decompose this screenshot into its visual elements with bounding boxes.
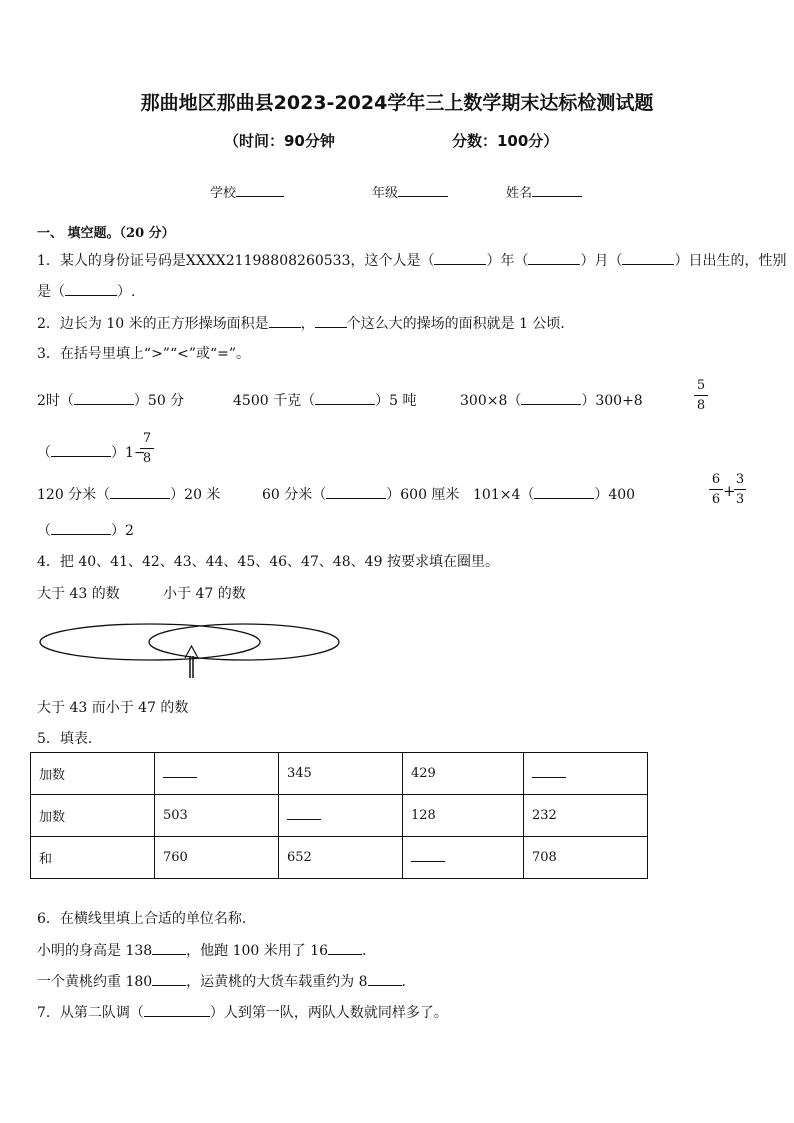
question-3: 3．在括号里填上“>”“<”或“=”。 <box>37 346 251 362</box>
table-row <box>31 795 648 837</box>
q3-item-6 <box>262 484 459 504</box>
q3-item-5-left: 120 分米（ <box>37 487 111 503</box>
venn-diagram <box>30 612 350 682</box>
q6-l2-text-c: ． <box>401 974 416 990</box>
q3-item-8 <box>37 520 134 540</box>
q3-item-5-blank[interactable] <box>110 484 170 499</box>
addition-table <box>30 752 648 879</box>
table-cell: 128 <box>403 795 524 837</box>
table-cell: 652 <box>279 837 403 879</box>
table-row <box>31 837 648 879</box>
section-heading: 一、 填空题。（20 分） <box>37 226 175 241</box>
table-cell: 760 <box>155 837 279 879</box>
grade-field[interactable] <box>372 182 448 201</box>
q2-count-blank[interactable] <box>315 313 347 328</box>
label-less-than-47: 小于 47 的数 <box>163 586 246 602</box>
q6-l1-text-a: 小明的身高是 138 <box>37 943 153 959</box>
q1-text-d: ）日出生的，性别 <box>674 253 787 269</box>
table-row <box>31 753 648 795</box>
q3-item-2-blank[interactable] <box>315 390 375 405</box>
name-label: 姓名 <box>506 186 533 201</box>
answer-blank[interactable] <box>287 807 321 820</box>
q3-item-3-left: 300×8（ <box>460 393 522 409</box>
table-cell: 429 <box>403 753 524 795</box>
q7-text-b: ）人到第一队，两队人数就同样多了。 <box>209 1005 448 1021</box>
answer-blank[interactable] <box>532 765 566 778</box>
q3-item-2-left: 4500 千克（ <box>233 393 316 409</box>
q1-year-blank[interactable] <box>434 250 486 265</box>
total-score: 分数：100分） <box>452 132 559 150</box>
table-cell: 和 <box>31 837 155 879</box>
table-cell[interactable] <box>524 753 648 795</box>
page-title: 那曲地区那曲县2023-2024学年三上数学期末达标检测试题 <box>140 92 654 114</box>
q1-month-blank[interactable] <box>528 250 580 265</box>
q3-item-8-blank[interactable] <box>51 520 111 535</box>
fraction-bar <box>140 448 154 449</box>
q3-item-5 <box>37 484 220 504</box>
q6-l1-text-b: ，他跑 100 米用了 16 <box>186 943 329 959</box>
q2-text-a: 2．边长为 10 米的正方形操场面积是 <box>37 316 269 332</box>
q3-item-3-right: ）300+8 <box>581 393 643 409</box>
q3-item-6-blank[interactable] <box>326 484 386 499</box>
q3-item-8-left: （ <box>37 523 51 539</box>
answer-blank[interactable] <box>411 849 445 862</box>
fraction-denominator: 8 <box>142 451 152 466</box>
venn-right-circle[interactable] <box>149 624 339 660</box>
q3-item-3-blank[interactable] <box>521 390 581 405</box>
grade-blank[interactable] <box>398 182 448 197</box>
q1-text-a: 1．某人的身份证号码是XXXX21198808260533，这个人是（ <box>37 253 435 269</box>
q3-item-6-left: 60 分米（ <box>262 487 327 503</box>
q3-item-2-right: ）5 吨 <box>375 393 417 409</box>
question-1-line1 <box>37 250 786 270</box>
table-cell: 708 <box>524 837 648 879</box>
q7-count-blank[interactable] <box>144 1002 210 1017</box>
q3-item-7 <box>473 484 635 504</box>
q3-item-4-right: ）1− <box>111 445 146 461</box>
q2-area-blank[interactable] <box>269 313 301 328</box>
q3-item-2 <box>233 390 416 410</box>
q1-gender-blank[interactable] <box>65 281 117 296</box>
fraction-denominator: 8 <box>696 398 706 413</box>
q3-item-4-blank[interactable] <box>51 442 111 457</box>
q1-text-f: ）. <box>117 284 136 300</box>
q6-time-unit-blank[interactable] <box>328 940 362 955</box>
question-7 <box>37 1002 448 1022</box>
fraction-3-3 <box>734 472 746 507</box>
q1-day-blank[interactable] <box>622 250 674 265</box>
table-cell: 232 <box>524 795 648 837</box>
question-4: 4．把 40、41、42、43、44、45、46、47、48、49 按要求填在圈里。 <box>37 554 499 570</box>
fraction-numerator: 5 <box>696 378 706 393</box>
answer-blank[interactable] <box>163 765 197 778</box>
q7-text-a: 7．从第二队调（ <box>37 1005 144 1021</box>
q3-item-7-left: 101×4（ <box>473 487 535 503</box>
table-cell: 503 <box>155 795 279 837</box>
grade-label: 年级 <box>372 186 399 201</box>
q3-item-5-right: ）20 米 <box>170 487 221 503</box>
table-cell: 345 <box>279 753 403 795</box>
fraction-numerator: 7 <box>142 431 152 446</box>
school-blank[interactable] <box>236 182 284 197</box>
venn-left-circle[interactable] <box>40 624 260 660</box>
q3-item-4-left: （ <box>37 445 51 461</box>
q3-item-7-right: ）400 <box>594 487 636 503</box>
name-field[interactable] <box>506 182 582 201</box>
table-cell[interactable] <box>403 837 524 879</box>
fraction-bar <box>734 489 746 490</box>
table-cell: 加数 <box>31 795 155 837</box>
q3-item-7-blank[interactable] <box>534 484 594 499</box>
school-label: 学校 <box>210 186 237 201</box>
q1-text-c: ）月（ <box>580 253 623 269</box>
q6-line-1 <box>37 940 376 960</box>
q6-height-unit-blank[interactable] <box>152 940 186 955</box>
q3-item-3 <box>460 390 643 410</box>
fraction-bar <box>709 489 723 490</box>
q6-l2-text-b: ，运黄桃的大货车载重约为 8 <box>186 974 368 990</box>
fraction-6-6 <box>709 472 723 507</box>
name-blank[interactable] <box>532 182 582 197</box>
q3-item-1-left: 2时（ <box>37 393 74 409</box>
fraction-denominator: 6 <box>711 492 721 507</box>
q3-item-1-blank[interactable] <box>74 390 134 405</box>
fraction-7-8 <box>140 431 154 466</box>
school-field[interactable] <box>210 182 284 201</box>
q3-item-8-right: ）2 <box>111 523 134 539</box>
fraction-bar <box>694 395 708 396</box>
label-between-43-47: 大于 43 而小于 47 的数 <box>37 700 189 716</box>
q6-l2-text-a: 一个黄桃约重 180 <box>37 974 153 990</box>
question-1-line2 <box>37 281 135 301</box>
q6-l1-text-c: ． <box>362 943 377 959</box>
q2-text-c: 个这么大的操场的面积就是 1 公顷． <box>346 316 575 332</box>
question-6: 6．在横线里填上合适的单位名称． <box>37 911 256 927</box>
table-cell: 加数 <box>31 753 155 795</box>
q3-item-1-right: ）50 分 <box>133 393 185 409</box>
q2-text-b: ， <box>300 316 315 332</box>
q1-text-b: ）年（ <box>486 253 529 269</box>
fraction-numerator: 3 <box>735 472 745 487</box>
label-greater-than-43: 大于 43 的数 <box>37 586 120 602</box>
q6-line-2 <box>37 971 416 991</box>
q6-weight-unit-blank[interactable] <box>152 971 186 986</box>
fraction-denominator: 3 <box>735 492 745 507</box>
q1-text-e: 是（ <box>37 284 65 300</box>
plus-sign: + <box>723 482 736 500</box>
q3-item-1 <box>37 390 184 410</box>
fraction-numerator: 6 <box>711 472 721 487</box>
table-cell[interactable] <box>279 795 403 837</box>
question-5: 5．填表． <box>37 731 102 747</box>
fraction-5-8 <box>694 378 708 413</box>
q6-load-unit-blank[interactable] <box>368 971 402 986</box>
q3-item-6-right: ）600 厘米 <box>386 487 460 503</box>
question-2 <box>37 313 574 333</box>
time-limit: （时间：90分钟 <box>224 132 335 150</box>
table-cell[interactable] <box>155 753 279 795</box>
q3-item-4 <box>37 442 146 462</box>
